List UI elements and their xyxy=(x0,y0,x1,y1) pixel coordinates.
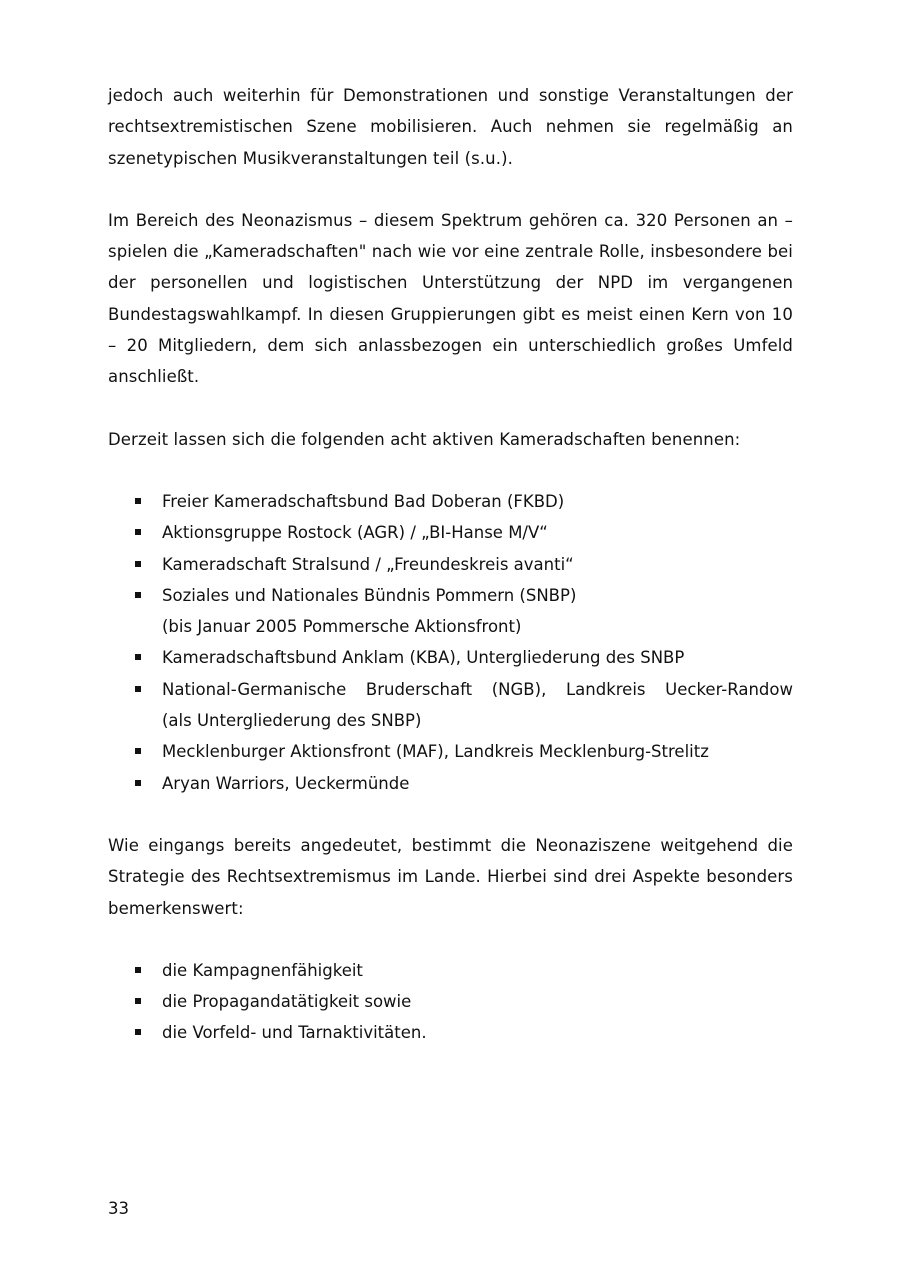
list-item-text: Kameradschaft Stralsund / „Freundeskreis avanti“ xyxy=(162,554,574,574)
bullet-icon xyxy=(135,686,141,692)
paragraph-strategie: Wie eingangs bereits angedeutet, bestimmt die Neonaziszene weitgehend die Strategie des Rechtsextremismus im Lande. Hierbei sind drei Aspekte besonders bemerkenswert: xyxy=(108,835,793,918)
list-item xyxy=(108,768,793,799)
list-item-text: Mecklenburger Aktionsfront (MAF), Landkreis Mecklenburg-Strelitz xyxy=(162,742,709,762)
list-item xyxy=(108,549,793,580)
kameradschaften-list xyxy=(108,486,793,799)
list-item xyxy=(108,736,793,767)
bullet-icon xyxy=(135,748,141,754)
bullet-icon xyxy=(135,529,141,535)
bullet-icon xyxy=(135,967,141,973)
list-item xyxy=(108,955,793,986)
list-item xyxy=(108,486,793,517)
list-item-text: Freier Kameradschaftsbund Bad Doberan (FKBD) xyxy=(162,491,565,511)
list-item-text: Aktionsgruppe Rostock (AGR) / „BI-Hanse M/V“ xyxy=(162,523,548,543)
page-number: 33 xyxy=(108,1199,129,1218)
list-item-text: Kameradschaftsbund Anklam (KBA), Untergliederung des SNBP xyxy=(162,648,685,668)
list-item xyxy=(108,674,793,737)
list-item-text: die Propagandatätigkeit sowie xyxy=(162,992,412,1012)
list-item-subtext: (als Untergliederung des SNBP) xyxy=(162,711,422,731)
list-item xyxy=(108,642,793,673)
list-item-subtext: (bis Januar 2005 Pommersche Aktionsfront) xyxy=(162,617,522,637)
list-item-text: Aryan Warriors, Ueckermünde xyxy=(162,773,410,793)
bullet-icon xyxy=(135,1029,141,1035)
paragraph-list-intro: Derzeit lassen sich die folgenden acht aktiven Kameradschaften benennen: xyxy=(108,429,741,449)
aspekte-list xyxy=(108,955,793,1049)
bullet-icon xyxy=(135,654,141,660)
paragraph-neonazismus: Im Bereich des Neonazismus – diesem Spektrum gehören ca. 320 Personen an – spielen die „Kameradschaften" nach wie vor eine zentrale Rolle, insbesondere bei der personellen und logistischen Unterstützung der NPD im vergangenen Bundestagswahlkampf. In diesen Gruppierungen gibt es meist einen Kern von 10 – 20 Mitgliedern, dem sich anlassbezogen ein unterschiedlich großes Umfeld anschließt. xyxy=(108,210,793,387)
bullet-icon xyxy=(135,998,141,1004)
list-item-text: Soziales und Nationales Bündnis Pommern (SNBP) xyxy=(162,585,577,605)
list-item-text: die Kampagnenfähigkeit xyxy=(162,960,363,980)
document-page xyxy=(108,80,793,1049)
paragraph-intro: jedoch auch weiterhin für Demonstrationen und sonstige Veranstaltungen der rechtsextremistischen Szene mobilisieren. Auch nehmen sie regelmäßig an szenetypischen Musikveranstaltungen teil (s.u.). xyxy=(108,86,793,168)
list-item xyxy=(108,1017,793,1048)
list-item xyxy=(108,517,793,548)
bullet-icon xyxy=(135,561,141,567)
list-item-text: die Vorfeld- und Tarnaktivitäten. xyxy=(162,1023,427,1043)
list-item xyxy=(108,986,793,1017)
bullet-icon xyxy=(135,592,141,598)
list-item-text: National-Germanische Bruderschaft (NGB), Landkreis Uecker-Randow xyxy=(162,679,793,699)
list-item xyxy=(108,580,793,643)
bullet-icon xyxy=(135,498,141,504)
bullet-icon xyxy=(135,780,141,786)
